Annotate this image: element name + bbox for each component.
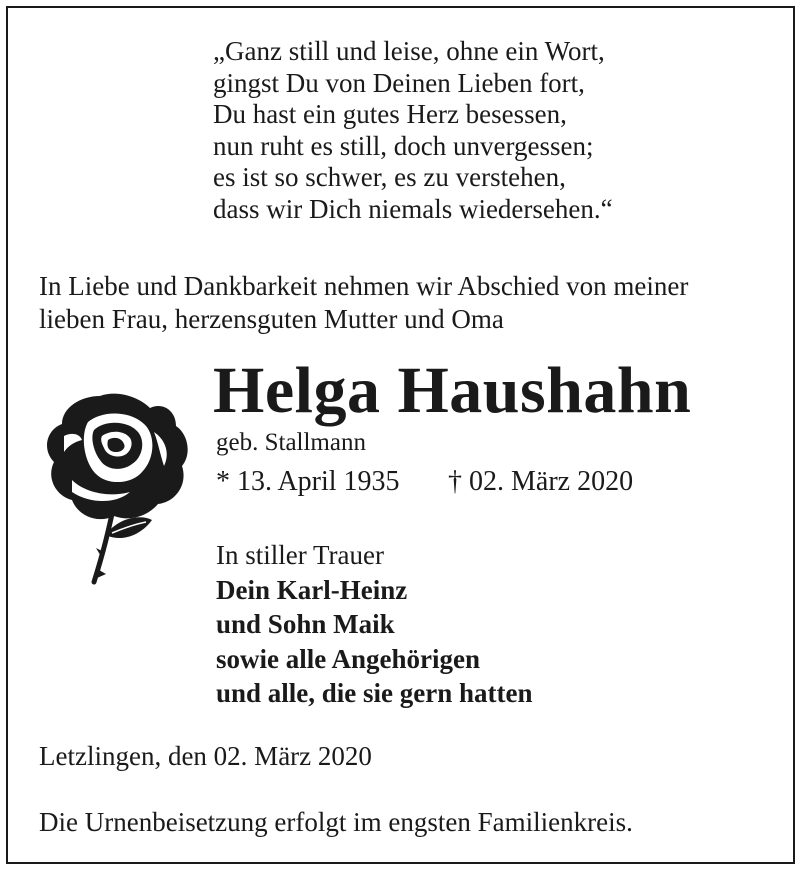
place-and-date: Letzlingen, den 02. März 2020: [39, 741, 372, 771]
poem-line: Du hast ein gutes Herz besessen,: [213, 99, 567, 129]
death-date: † 02. März 2020: [448, 466, 634, 497]
burial-note: Die Urnenbeisetzung erfolgt im engsten Familienkreis.: [39, 807, 633, 837]
mourners-block: [216, 538, 533, 711]
deceased-name: Helga Haushahn: [213, 354, 692, 427]
mourners-heading: In stiller Trauer: [216, 540, 384, 570]
poem-line: nun ruht es still, doch unvergessen;: [213, 130, 594, 161]
farewell-intro: [39, 270, 688, 336]
mourner-name: und alle, die sie gern hatten: [216, 678, 533, 708]
mourner-name: und Sohn Maik: [216, 609, 395, 639]
obituary-frame: [6, 6, 795, 864]
birth-date: * 13. April 1935: [216, 466, 400, 497]
poem-line: „Ganz still und leise, ohne ein Wort,: [213, 36, 605, 66]
rose-icon: [42, 392, 192, 588]
mourner-name: sowie alle Angehörigen: [216, 643, 480, 674]
intro-line-2: lieben Frau, herzensguten Mutter und Oma: [39, 304, 504, 334]
poem-line: es ist so schwer, es zu verstehen,: [213, 162, 566, 192]
poem-line: dass wir Dich niemals wiedersehen.“: [213, 193, 613, 224]
rose-stem: [94, 514, 112, 582]
rose-leaf: [108, 517, 152, 538]
poem: [213, 36, 613, 225]
intro-line-1: In Liebe und Dankbarkeit nehmen wir Abschied von meiner: [39, 271, 689, 301]
mourner-name: Dein Karl-Heinz: [216, 574, 408, 605]
maiden-name: geb. Stallmann: [216, 429, 366, 456]
poem-line: gingst Du von Deinen Lieben fort,: [213, 67, 585, 98]
